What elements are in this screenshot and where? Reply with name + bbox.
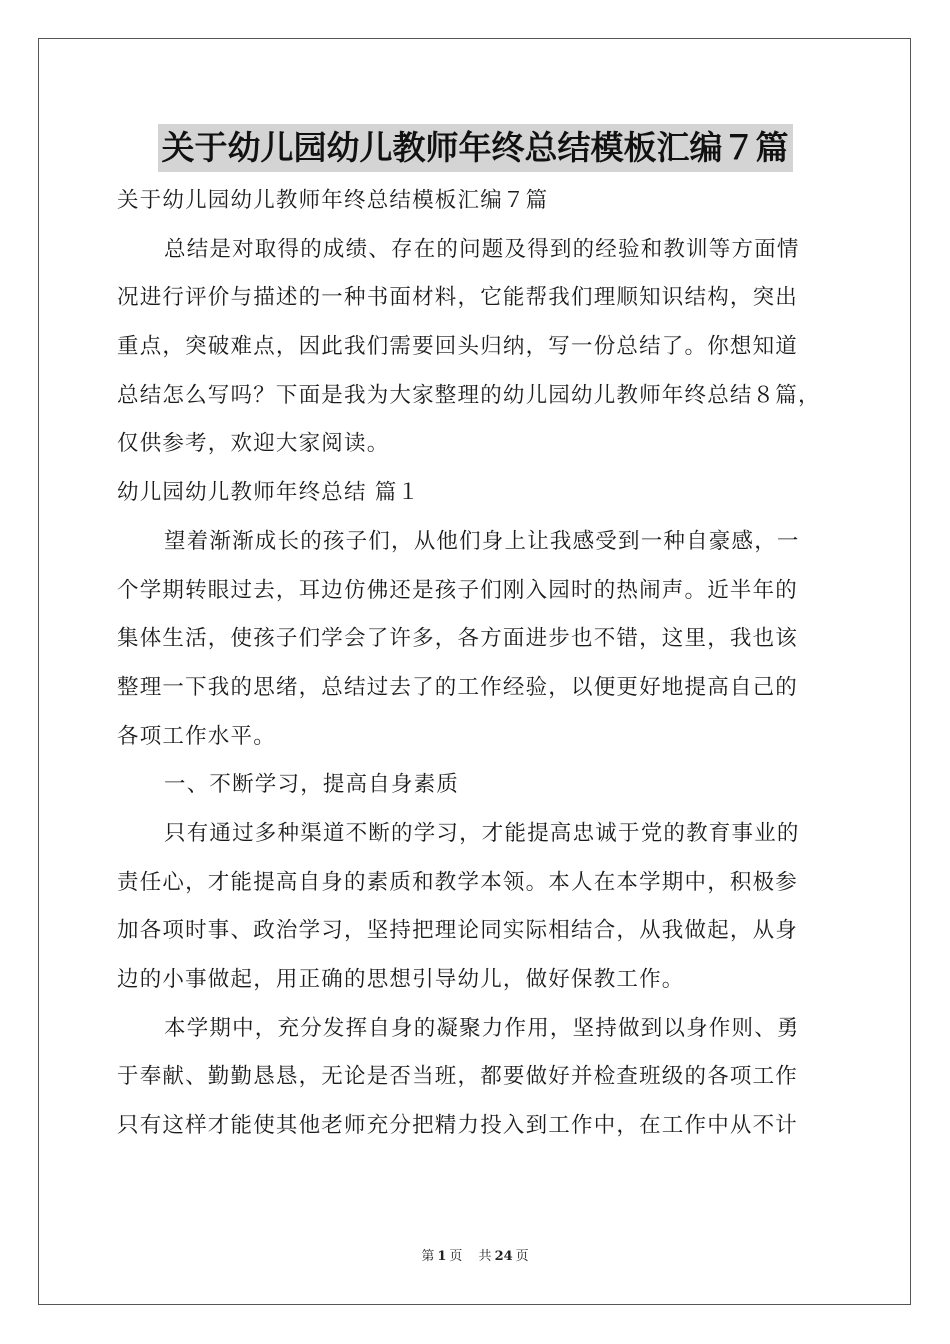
text-line: 一、不断学习，提高自身素质	[164, 772, 460, 798]
total-prefix: 共	[478, 1249, 492, 1264]
text-line: 只有通过多种渠道不断的学习，才能提高忠诚于党的教育事业的	[164, 820, 800, 846]
text-line: 边的小事做起，用正确的思想引导幼儿，做好保教工作。	[117, 967, 685, 992]
title-container	[0, 124, 950, 172]
text-line: 重点，突破难点，因此我们需要回头归纳，写一份总结了。你想知道	[117, 334, 799, 360]
document-body	[117, 177, 837, 1151]
total-indicator	[476, 1249, 532, 1264]
total-suffix: 页	[515, 1249, 529, 1264]
page-footer	[0, 1245, 950, 1264]
text-line: 加各项时事、政治学习，坚持把理论同实际相结合，从我做起，从身	[117, 918, 799, 944]
page-prefix: 第	[421, 1249, 435, 1264]
total-pages: 24	[494, 1249, 513, 1264]
text-line: 仅供参考，欢迎大家阅读。	[117, 431, 390, 457]
text-line: 各项工作水平。	[117, 723, 276, 749]
text-line: 幼儿园幼儿教师年终总结 篇１	[117, 480, 421, 506]
text-line: 个学期转眼过去，耳边仿佛还是孩子们刚入园时的热闹声。近半年的	[117, 577, 799, 603]
text-line: 况进行评价与描述的一种书面材料，它能帮我们理顺知识结构，突出	[117, 285, 799, 311]
text-line: 总结怎么写吗？下面是我为大家整理的幼儿园幼儿教师年终总结８篇，	[117, 382, 821, 408]
page-number: 1	[437, 1249, 447, 1264]
page-suffix: 页	[449, 1249, 463, 1264]
page-indicator	[418, 1249, 465, 1264]
text-line: 于奉献、勤勤恳恳，无论是否当班，都要做好并检查班级的各项工作	[117, 1064, 799, 1090]
text-line: 责任心，才能提高自身的素质和教学本领。本人在本学期中，积极参	[117, 869, 799, 895]
text-line: 总结是对取得的成绩、存在的问题及得到的经验和教训等方面情	[164, 236, 800, 262]
text-line: 集体生活，使孩子们学会了许多，各方面进步也不错，这里，我也该	[117, 626, 799, 652]
text-line: 关于幼儿园幼儿教师年终总结模板汇编７篇	[117, 188, 549, 213]
text-line: 本学期中，充分发挥自身的凝聚力作用，坚持做到以身作则、勇	[164, 1015, 800, 1041]
text-line: 整理一下我的思绪，总结过去了的工作经验，以便更好地提高自己的	[117, 674, 799, 700]
text-line: 只有这样才能使其他老师充分把精力投入到工作中，在工作中从不计	[117, 1113, 799, 1139]
document-title: 关于幼儿园幼儿教师年终总结模板汇编７篇	[158, 124, 793, 172]
text-line: 望着渐渐成长的孩子们，从他们身上让我感受到一种自豪感，一	[164, 528, 800, 554]
